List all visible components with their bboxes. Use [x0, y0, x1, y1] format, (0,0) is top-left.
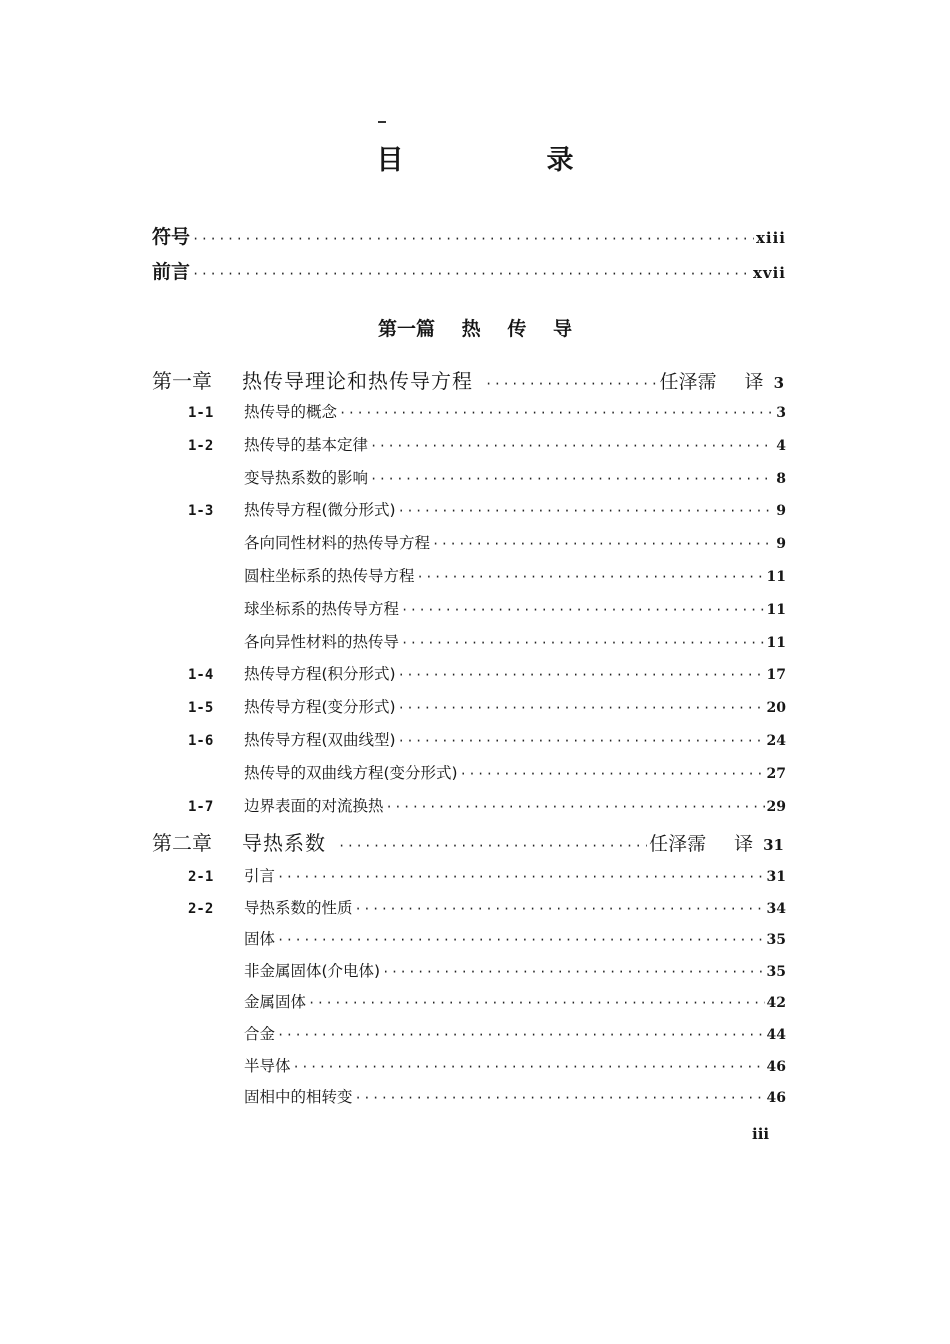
translator: 任泽霈	[649, 833, 707, 855]
subsection-entry	[244, 630, 786, 652]
section-number: 1-4	[188, 667, 214, 684]
leader-dots	[308, 996, 765, 1010]
leader-dots	[460, 767, 765, 781]
leader-dots	[293, 1060, 765, 1074]
chapter-2-heading	[152, 827, 784, 856]
page-number: 3	[773, 374, 784, 392]
section-entry	[188, 662, 786, 684]
page-number: 9	[776, 536, 786, 553]
page-number: 24	[766, 733, 786, 749]
page-number: 27	[766, 765, 786, 782]
subsection-entry	[244, 531, 786, 553]
entry-title: 各向同性材料的热传导方程	[244, 534, 431, 553]
section-number: 1-2	[188, 437, 214, 454]
leader-dots	[432, 537, 774, 551]
entry-title: 热传导方程(微分形式)	[244, 501, 396, 520]
section-entry	[188, 728, 786, 750]
part-title-word: 热	[461, 318, 481, 340]
entry-title: 热传导方程(积分形式)	[244, 665, 396, 684]
leader-dots	[192, 232, 754, 246]
entry-title: 导热系数的性质	[244, 898, 353, 917]
page-number: 46	[766, 1058, 786, 1075]
entry-title: 热传导的双曲线方程(变分形式)	[244, 763, 458, 782]
entry-title: 球坐标系的热传导方程	[244, 599, 400, 618]
subsection-entry	[244, 927, 786, 949]
translator-role: 译	[734, 833, 754, 855]
leader-dots	[277, 1028, 765, 1042]
page-number: 42	[766, 995, 786, 1012]
entry-title: 热传导方程(变分形式)	[244, 698, 396, 717]
leader-dots	[382, 965, 764, 979]
leader-dots	[398, 668, 765, 682]
leader-dots	[277, 870, 765, 884]
section-number: 1-5	[188, 700, 214, 717]
section-entry	[188, 695, 786, 717]
section-entry	[188, 433, 786, 455]
subsection-entry	[244, 564, 786, 586]
section-number: 1-6	[188, 733, 214, 749]
leader-dots	[277, 933, 765, 947]
part-label: 第一篇	[378, 318, 436, 340]
page-number: 29	[766, 798, 786, 815]
chapter-label: 第一章	[152, 369, 212, 393]
section-number: 1-1	[188, 405, 214, 421]
entry-title: 热传导的概念	[244, 403, 338, 421]
leader-dots	[398, 504, 775, 518]
page-number: 11	[766, 601, 786, 618]
chapter-title: 导热系数	[242, 831, 326, 855]
subsection-entry	[244, 990, 786, 1012]
part-title-word: 传	[507, 318, 527, 340]
subsection-entry	[244, 1054, 786, 1076]
part-title-word: 导	[552, 318, 572, 340]
page-number: 3	[776, 405, 786, 421]
section-entry	[188, 794, 786, 816]
translator-role: 译	[744, 371, 764, 393]
page-number: 35	[766, 963, 786, 980]
page-folio: iii	[752, 1125, 770, 1143]
entry-label: 符号	[152, 226, 191, 248]
subsection-entry	[244, 959, 786, 981]
page-number: 31	[763, 836, 784, 854]
page-number: xvii	[752, 264, 786, 282]
section-number: 2-1	[188, 869, 214, 885]
section-number: 1-7	[188, 798, 214, 815]
leader-dots	[370, 472, 774, 486]
leader-dots	[401, 603, 765, 617]
leader-dots	[417, 570, 765, 584]
page-title: 目 录	[376, 145, 632, 176]
entry-title: 边界表面的对流换热	[244, 796, 384, 815]
page-number: 4	[776, 437, 786, 454]
front-matter-symbols	[152, 222, 786, 249]
chapter-label: 第二章	[152, 831, 212, 855]
leader-dots	[401, 636, 765, 650]
leader-dots	[398, 734, 765, 748]
section-number: 2-2	[188, 900, 214, 917]
page-number: 20	[766, 700, 786, 717]
section-entry	[188, 400, 786, 422]
subsection-entry	[244, 597, 786, 619]
leader-dots	[398, 701, 765, 715]
subsection-entry	[244, 1085, 786, 1107]
page-number: 44	[766, 1027, 786, 1043]
translator: 任泽霈	[659, 371, 717, 393]
entry-title: 热传导的基本定律	[244, 435, 369, 454]
entry-title: 引言	[244, 867, 276, 885]
page-number: 46	[766, 1090, 786, 1107]
page-number: xiii	[755, 229, 786, 247]
page-number: 35	[766, 932, 786, 949]
page-number: 17	[766, 667, 786, 684]
page-number: 11	[766, 569, 786, 585]
entry-title: 固体	[244, 930, 276, 949]
page-number: 11	[766, 634, 786, 651]
page-number: 31	[766, 869, 786, 885]
leader-dots	[339, 406, 774, 420]
subsection-entry	[244, 1022, 786, 1044]
leader-dots	[386, 800, 765, 814]
entry-title: 圆柱坐标系的热传导方程	[244, 567, 415, 585]
entry-title: 各向异性材料的热传导	[244, 632, 400, 651]
entry-title: 变导热系数的影响	[244, 468, 369, 487]
entry-title: 非金属固体(介电体)	[244, 961, 381, 980]
leader-dots	[485, 377, 658, 391]
entry-title: 金属固体	[244, 993, 307, 1012]
section-entry	[188, 896, 786, 918]
chapter-title: 热传导理论和热传导方程	[242, 369, 473, 393]
entry-title: 半导体	[244, 1056, 291, 1075]
entry-title: 热传导方程(双曲线型)	[244, 731, 396, 749]
front-matter-preface	[152, 257, 786, 284]
entry-title: 合金	[244, 1025, 276, 1043]
section-number: 1-3	[188, 503, 214, 520]
leader-dots	[370, 439, 774, 453]
leader-dots	[192, 267, 751, 281]
page-number: 34	[766, 900, 786, 917]
leader-dots	[355, 902, 765, 916]
entry-label: 前言	[152, 261, 191, 283]
leader-dots	[338, 839, 647, 853]
subsection-entry	[244, 761, 786, 783]
entry-title: 固相中的相转变	[244, 1088, 353, 1107]
page-number: 9	[776, 503, 786, 520]
page-number: 8	[776, 470, 786, 487]
leader-dots	[355, 1091, 765, 1105]
section-entry	[188, 864, 786, 886]
subsection-entry	[244, 466, 786, 488]
scan-speck	[378, 121, 386, 123]
section-entry	[188, 498, 786, 520]
chapter-1-heading	[152, 365, 784, 394]
part-heading	[0, 314, 950, 341]
